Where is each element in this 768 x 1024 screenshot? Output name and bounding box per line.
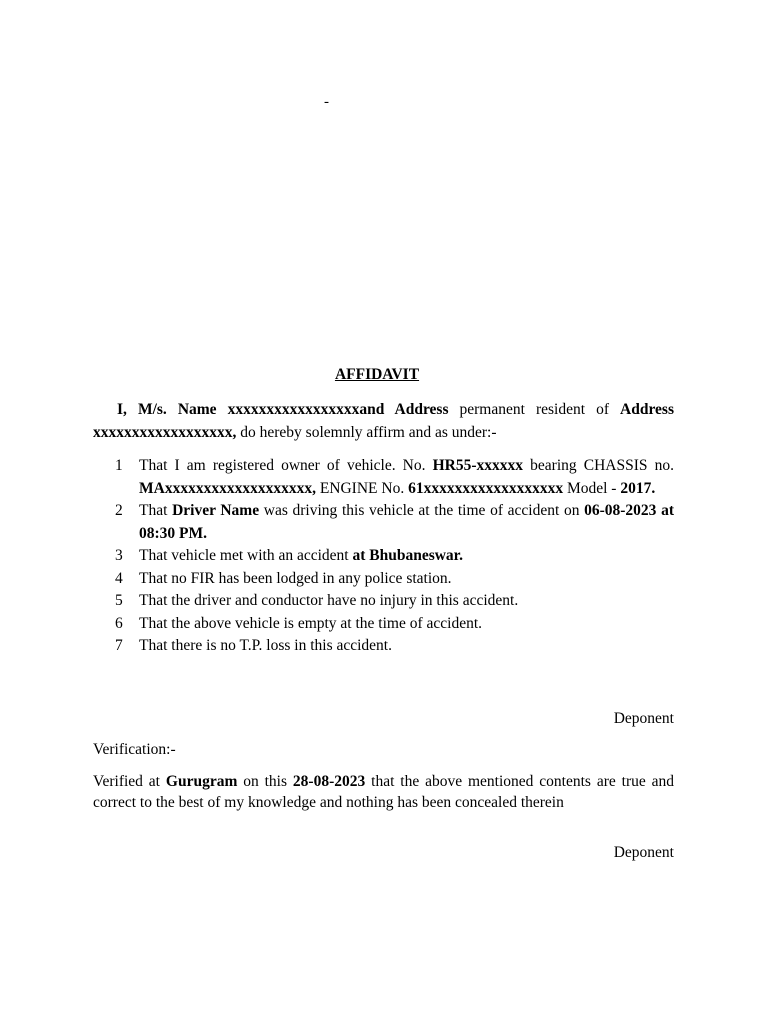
list-item-bold-text: 2017. (620, 479, 656, 497)
verified-on: on this (237, 773, 293, 790)
intro-address: Address xxxxxxxxxxxxxxxxxx, (93, 401, 674, 441)
list-item (93, 545, 674, 568)
list-item-bold-text: Driver Name (172, 502, 260, 519)
list-item-number: 1 (115, 457, 123, 474)
document-title (0, 366, 768, 384)
list-item-plain-text: That (139, 502, 173, 519)
list-item-text (139, 545, 674, 568)
verification-paragraph (93, 772, 674, 813)
list-item-number: 2 (115, 502, 123, 519)
list-item (93, 455, 674, 500)
list-item-bold-text: at Bhubaneswar. (352, 547, 464, 564)
list-item-number: 6 (115, 614, 123, 632)
deponent-label-1: Deponent (613, 710, 674, 727)
top-mark: - (324, 94, 329, 110)
list-item-bold-text: MAxxxxxxxxxxxxxxxxxxx, (139, 479, 316, 497)
list-item-number: 5 (115, 592, 123, 609)
verified-statement: that the above mentioned contents are true and correct to the best of my knowledge and nothing has been concealed therein (93, 773, 675, 811)
intro-name: I, M/s. Name xxxxxxxxxxxxxxxxxand Address (117, 401, 449, 418)
list-item-number: 4 (115, 569, 123, 587)
intro-affirm: do hereby solemnly affirm and as under:- (236, 424, 497, 441)
affirmation-list (93, 455, 674, 658)
list-item-text (139, 568, 674, 591)
list-item-text (139, 455, 674, 500)
verified-place: Gurugram (165, 773, 238, 790)
list-item (93, 568, 674, 591)
list-item-plain-text: That no FIR has been lodged in any police station. (139, 569, 452, 587)
list-item (93, 500, 674, 545)
list-item-plain-text: bearing CHASSIS no. (523, 457, 674, 474)
list-item-number: 3 (115, 547, 123, 564)
intro-resident: permanent resident of (448, 401, 621, 418)
list-item (93, 613, 674, 636)
intro-paragraph (93, 398, 674, 444)
verified-at: Verified at (93, 773, 166, 790)
list-item-plain-text: ENGINE No. (315, 479, 409, 497)
list-item-plain-text: That I am registered owner of vehicle. No. (139, 457, 433, 474)
list-item-number: 7 (115, 637, 123, 654)
list-item-bold-text: 06-08-2023 at 08:30 PM. (139, 502, 675, 542)
list-item-plain-text: That the driver and conductor have no injury in this accident. (139, 592, 519, 609)
list-item-bold-text: 61xxxxxxxxxxxxxxxxxx (408, 479, 564, 497)
list-item (93, 590, 674, 613)
list-item-plain-text: That there is no T.P. loss in this accident. (139, 637, 392, 654)
list-item-plain-text: That the above vehicle is empty at the time of accident. (139, 614, 483, 632)
list-item-bold-text: HR55-xxxxxx (432, 457, 524, 474)
verification-heading: Verification:- (93, 741, 176, 758)
list-item-plain-text: Model - (563, 479, 621, 497)
list-item (93, 635, 674, 658)
deponent-label-2: Deponent (613, 844, 674, 861)
list-item-text (139, 590, 674, 613)
list-item-text (139, 613, 674, 636)
list-item-plain-text: was driving this vehicle at the time of accident on (259, 502, 585, 519)
list-item-text (139, 500, 674, 545)
list-item-text (139, 635, 674, 658)
title-text: AFFIDAVIT (334, 366, 420, 383)
verified-date: 28-08-2023 (292, 773, 366, 790)
list-item-plain-text: That vehicle met with an accident (139, 547, 353, 564)
